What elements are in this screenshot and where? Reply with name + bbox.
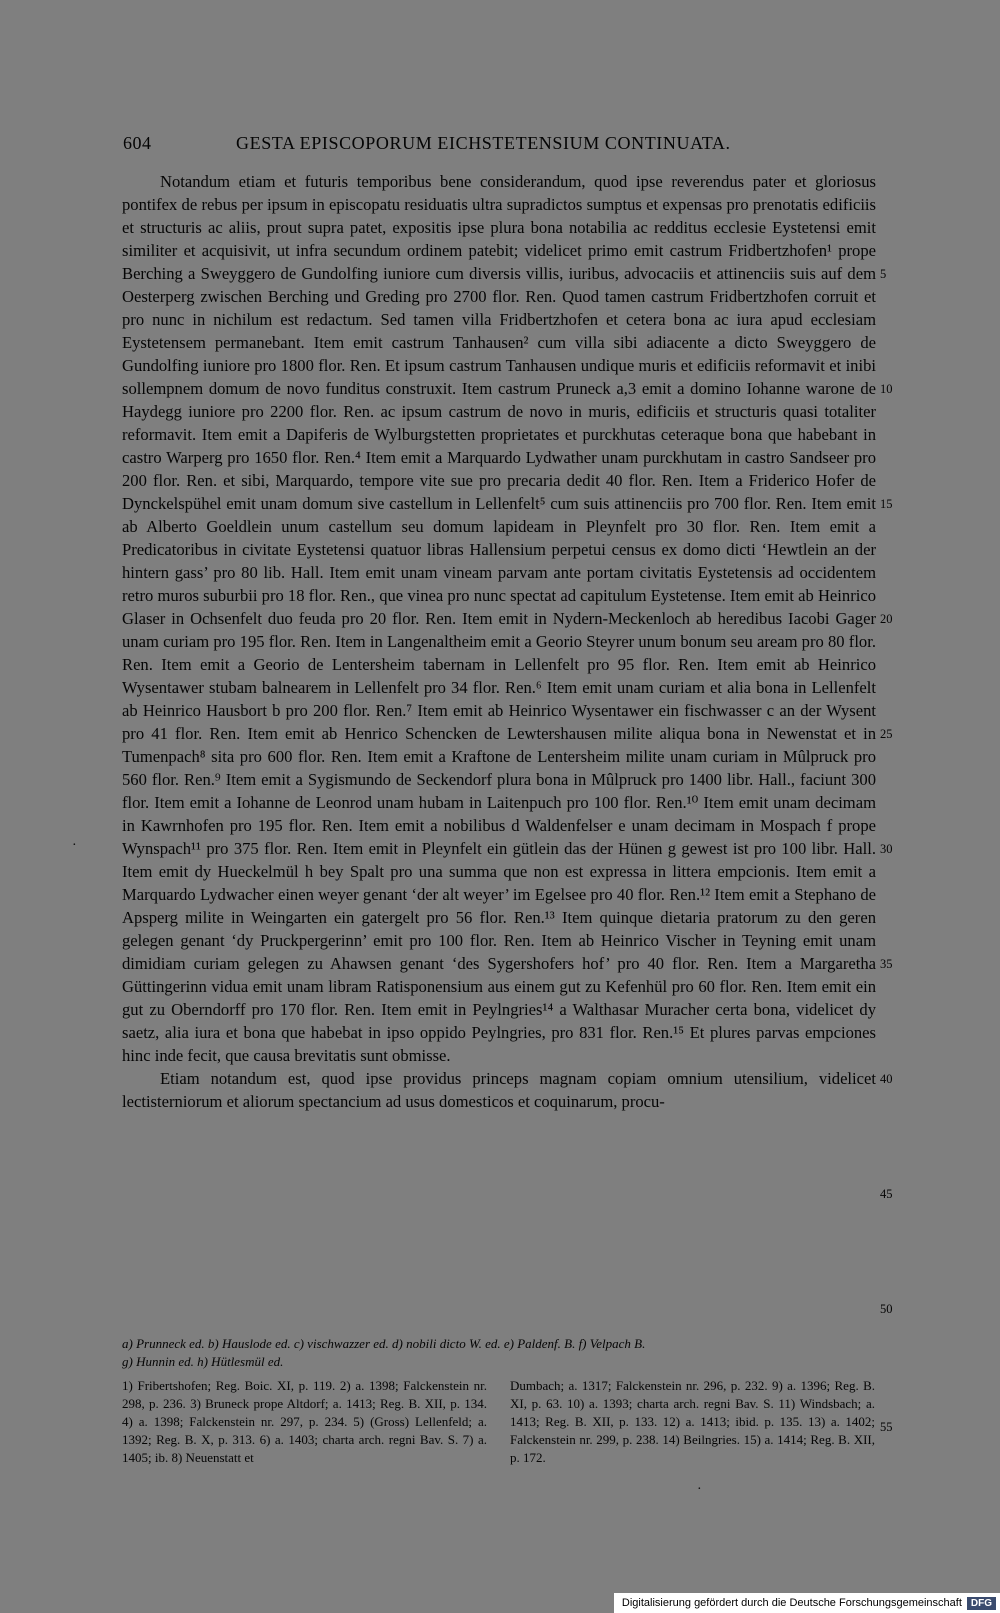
line-number: 45 [880,1187,893,1201]
line-number: 50 [880,1302,893,1316]
commentary-notes [122,1377,876,1497]
paragraph-1: Notandum etiam et futuris temporibus bene considerandum, quod ipse reverendus pater et gloriosus pontifex de rebus per ipsum in episcopatu residuatis ultra supradictos sumptus et expensas pro prenotatis edificiis et structuris ac aliis, prout supra patet, expositis ipse plura bona notabilia ac redditus ecclesie Eystetensi emit similiter et acquisivit, ut infra secundum ordinem patebit; videlicet primo emit castrum Fridbertzhofen¹ prope Berching a Sweyggero de Gundolfing iuniore cum diversis villis, iuribus, advocaciis et attinenciis suis auf dem Oesterperg zwischen Berching und Greding pro 2700 flor. Ren. Quod tamen castrum Fridbertzhofen corruit et pro nunc in nichilum est redactum. Sed tamen villa Fridbertzhofen et cetera bona ac iura apud ecclesiam Eystetensem permanebant. Item emit castrum Tanhausen² cum villa sibi adiacente a dicto Sweyggero de Gundolfing iuniore pro 1800 flor. Ren. Et ipsum castrum Tanhausen undique muris et edificiis reformavit et inibi sollempnem domum de novo funditus construxit. Item castrum Pruneck a,3 emit a domino Iohanne warone de Haydegg iuniore pro 2200 flor. Ren. ac ipsum castrum de novo in muris, edificiis et structuris quasi totaliter reformavit. Item emit a Dapiferis de Wylburgstetten proprietates et purckhutas ceteraque bona que habebant in castro Warperg pro 1650 flor. Ren.⁴ Item emit a Marquardo Lydwather unam purckhutam in castro Sandseer pro 200 flor. Ren. et sibi, Marquardo, tempore vite sue pro precaria dedit 40 flor. Ren. Item a Friderico Hofer de Dynckelspühel emit unam domum sive castellum in Lellenfelt⁵ cum suis attinenciis pro 700 flor. Ren. Item emit ab Alberto Goeldlein unum castellum seu domum lapideam in Pleynfelt pro 30 flor. Ren. Item emit a Predicatoribus in civitate Eystetensi quatuor libras Hallensium perpetui census ex domo dicti ‘Hewtlein an der hintern gass’ pro 80 lib. Hall. Item emit unam vineam parvam ante portam civitatis Eystetensis ad occidentem retro muros suburbii pro 18 flor. Ren., que vinea pro nunc spectat ad capitulum Eystetense. Item emit ab Heinrico Glaser in Ochsenfelt duo feuda pro 20 flor. Ren. Item emit in Nydern-Meckenloch ab heredibus Iacobi Gager unam curiam pro 195 flor. Ren. Item in Langenaltheim emit a Georio Steyrer unum bonum seu aream pro 80 flor. Ren. Item emit a Georio de Lentersheim tabernam in Lellenfelt pro 95 flor. Ren. Item emit ab Heinrico Wysentawer stubam balnearem in Lellenfelt pro 34 flor. Ren.⁶ Item emit unam curiam et alia bona in Lellenfelt ab Heinrico Hausbort b pro 200 flor. Ren.⁷ Item emit ab Heinrico Wysentawer ein fischwasser c an der Wysent pro 41 flor. Ren. Item emit ab Henrico Schencken de Lewtershausen milite aliqua bona in Newenstat et in Tumenpach⁸ sita pro 600 flor. Ren. Item emit a Kraftone de Lentersheim milite unam curiam in Mûlpruck pro 560 flor. Ren.⁹ Item emit a Sygismundo de Seckendorf plura bona in Mûlpruck pro 1400 libr. Hall., faciunt 300 flor. Item emit a Iohanne de Leonrod unam hubam in Laitenpuch pro 100 flor. Ren.¹⁰ Item emit unam decimam in Kawrnhofen pro 195 flor. Ren. Item emit a nobilibus d Waldenfelser e unam decimam in Mospach f prope Wynspach¹¹ pro 375 flor. Ren. Item emit in Pleynfelt ein gütlein das der Hünen g gewest ist pro 100 libr. Hall. Item emit dy Hueckelmül h bey Spalt pro una summa que non est expressa in littera empcionis. Item emit a Marquardo Lydwacher einen weyer genant ‘der alt weyer’ im Egelsee pro 40 flor. Ren.¹² Item emit a Stephano de Apsperg milite in Weingarten ein gatergelt pro 56 flor. Ren.¹³ Item quinque dietaria pratorum zu den geren gelegen genant ‘dy Pruckpergerinn’ emit pro 100 flor. Ren. Item ab Heinrico Vischer in Teyning emit unam dimidiam curiam gelegen zu Ahawsen genant ‘des Sygershofers hof’ pro 40 flor. Ren. Item a Margaretha Güttingerinn vidua emit unam libram Ratisponensium aus einem gut zu Kefenhül pro 60 flor. Ren. Item emit ein gut zu Oberndorff pro 170 flor. Ren. Item emit in Peylngries¹⁴ a Walthasar Muracher certa bona, videlicet dy saetz, alia iura et bona que habebat in ipso oppido Peylngries, pro 831 flor. Ren.¹⁵ Et plures parvas empciones hinc inde fecit, que causa brevitatis sunt obmisse. [122,172,876,1065]
apparatus-row: a) Prunneck ed. b) Hauslode ed. c) vischwazzer ed. d) nobili dicto W. ed. e) Paldenf. B. f) Velpach B. [122,1336,646,1351]
line-number: 35 [880,957,893,971]
line-number: 40 [880,1072,893,1086]
main-text [122,170,876,1113]
line-number: 20 [880,612,893,626]
line-number: 5 [880,267,887,281]
line-number: 25 [880,727,893,741]
commentary-left: 1) Fribertshofen; Reg. Boic. XI, p. 119. 2) a. 1398; Falckenstein nr. 298, p. 236. 3) Bruneck prope Altdorf; a. 1413; Reg. B. XII, p. 134. 4) a. 1398; Falckenstein nr. 297, p. 234. 5) (Gross) Lellenfeld; a. 1392; Reg. B. X, p. 313. 6) a. 1403; charta arch. regni Bav. S. 7) a. 1405; ib. 8) Neuenstatt et [122,1378,487,1465]
paragraph-2: Etiam notandum est, quod ipse providus princeps magnam copiam omnium utensilium, videlicet lectisterniorum et aliorum spectancium ad usus domesticos et coquinarum, procu- [122,1069,876,1111]
line-number: 10 [880,382,893,396]
apparatus-row: g) Hunnin ed. h) Hütlesmül ed. [122,1354,284,1369]
dfg-logo: DFG [967,1597,996,1610]
commentary-right: Dumbach; a. 1317; Falckenstein nr. 296, p. 232. 9) a. 1396; Reg. B. XI, p. 63. 10) a. 1393; charta arch. regni Bav. S. 11) Windsbach; a. 1413; Reg. B. XII, p. 133. 12) a. 1413; ibid. p. 135. 13) a. 1402; Falckenstein nr. 299, p. 238. 14) Beilngries. 15) a. 1414; Reg. B. XII, p. 172. [510,1378,875,1465]
page-number: 604 [123,133,152,153]
running-header [120,133,880,159]
line-number: 30 [880,842,893,856]
running-title: GESTA EPISCOPORUM EICHSTETENSIUM CONTINUATA. [236,133,731,153]
stray-mark: · [72,838,77,853]
stray-mark: · [697,1482,702,1497]
banner-text: Digitalisierung gefördert durch die Deutsche Forschungsgemeinschaft [621,1597,962,1609]
funding-banner [614,1593,1000,1613]
line-number: 15 [880,497,893,511]
line-number: 55 [880,1420,893,1434]
critical-apparatus [122,1335,876,1371]
